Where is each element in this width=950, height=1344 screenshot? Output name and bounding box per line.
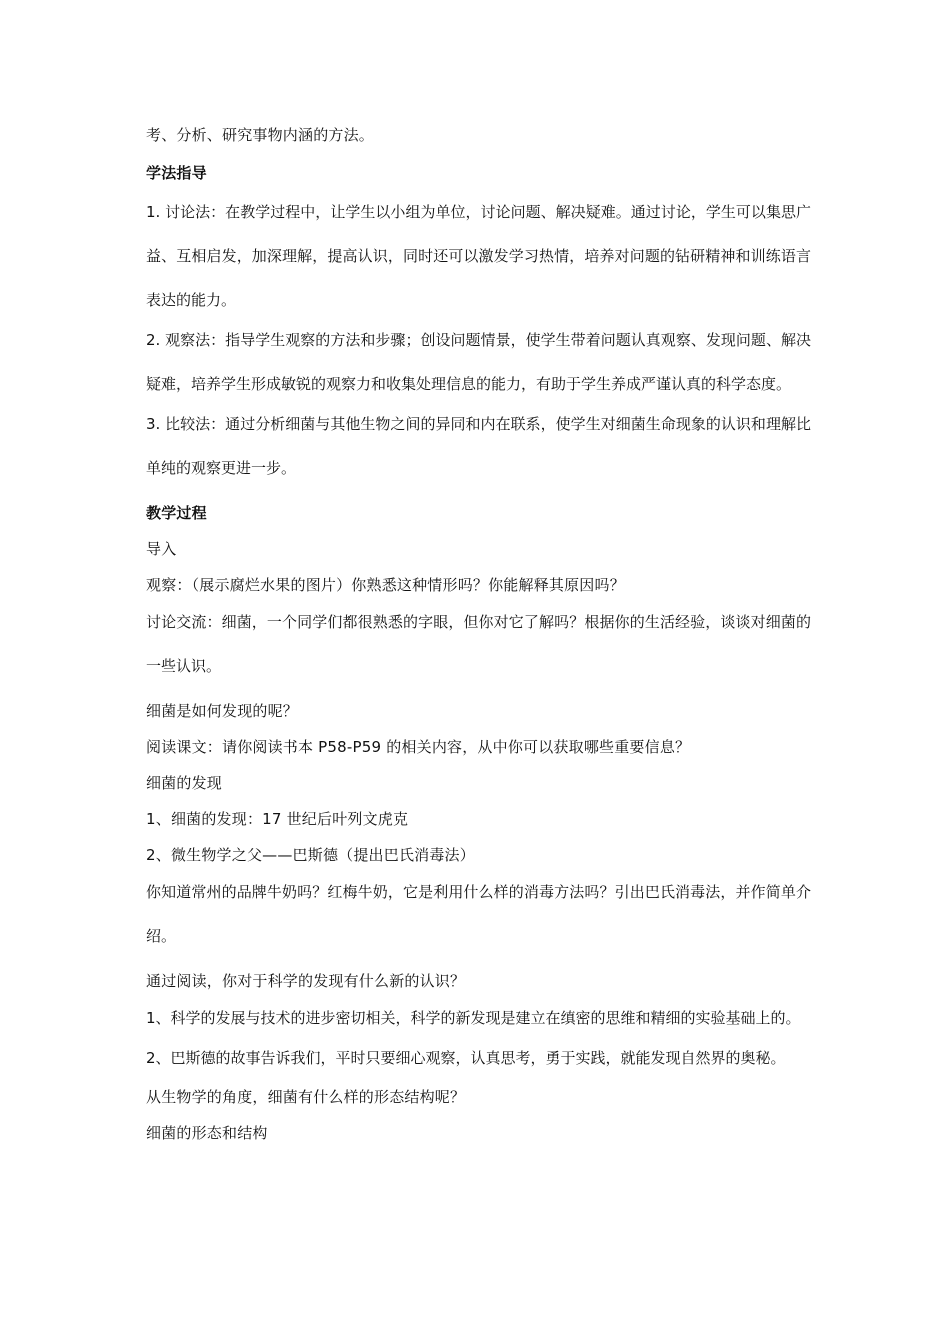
heading-teaching-process: 教学过程 bbox=[146, 504, 207, 522]
list-item-discovery-1: 1、细菌的发现：17 世纪后叶列文虎克 bbox=[146, 810, 409, 828]
paragraph-new-understanding-2: 2、巴斯德的故事告诉我们，平时只要细心观察，认真思考，勇于实践，就能发现自然界的奥秘。 bbox=[146, 1049, 786, 1067]
text-line-bacteria-discovery: 细菌的发现 bbox=[146, 774, 223, 792]
paragraph-new-understanding-1: 1、科学的发展与技术的进步密切相关，科学的新发现是建立在缜密的思维和精细的实验基础上的。 bbox=[146, 1009, 801, 1027]
paragraph-discussion-method: 1. 讨论法：在教学过程中，让学生以小组为单位，讨论问题、解决疑难。通过讨论，学生可以集思广益、互相启发，加深理解，提高认识，同时还可以激发学习热情，培养对问题的钻研精神和训练语言表达的能力。 bbox=[146, 203, 811, 309]
text-line-intro: 考、分析、研究事物内涵的方法。 bbox=[146, 126, 375, 144]
paragraph-milk-question: 你知道常州的品牌牛奶吗？红梅牛奶，它是利用什么样的消毒方法吗？引出巴氏消毒法，并作简单介绍。 bbox=[146, 883, 811, 945]
text-line-observe: 观察：（展示腐烂水果的图片）你熟悉这种情形吗？你能解释其原因吗？ bbox=[146, 576, 625, 594]
text-line-how-discovered: 细菌是如何发现的呢？ bbox=[146, 702, 299, 720]
text-line-intro-section: 导入 bbox=[146, 540, 177, 558]
text-line-new-understanding: 通过阅读，你对于科学的发现有什么新的认识？ bbox=[146, 972, 466, 990]
heading-study-guidance: 学法指导 bbox=[146, 164, 207, 182]
text-line-read-text: 阅读课文：请你阅读书本 P58-P59 的相关内容，从中你可以获取哪些重要信息？ bbox=[146, 738, 691, 756]
document-page bbox=[146, 122, 811, 1146]
paragraph-discussion-exchange: 讨论交流：细菌，一个同学们都很熟悉的字眼，但你对它了解吗？根据你的生活经验，谈谈对细菌的一些认识。 bbox=[146, 613, 811, 675]
list-item-discovery-2: 2、微生物学之父——巴斯德（提出巴氏消毒法） bbox=[146, 846, 475, 864]
paragraph-comparison-method: 3. 比较法：通过分析细菌与其他生物之间的异同和内在联系，使学生对细菌生命现象的认识和理解比单纯的观察更进一步。 bbox=[146, 415, 811, 477]
text-line-form-structure: 细菌的形态和结构 bbox=[146, 1124, 268, 1142]
paragraph-observation-method: 2. 观察法：指导学生观察的方法和步骤；创设问题情景，使学生带着问题认真观察、发现问题、解决疑难，培养学生形成敏锐的观察力和收集处理信息的能力，有助于学生养成严谨认真的科学态度。 bbox=[146, 331, 811, 393]
text-line-biology-angle: 从生物学的角度，细菌有什么样的形态结构呢？ bbox=[146, 1088, 466, 1106]
